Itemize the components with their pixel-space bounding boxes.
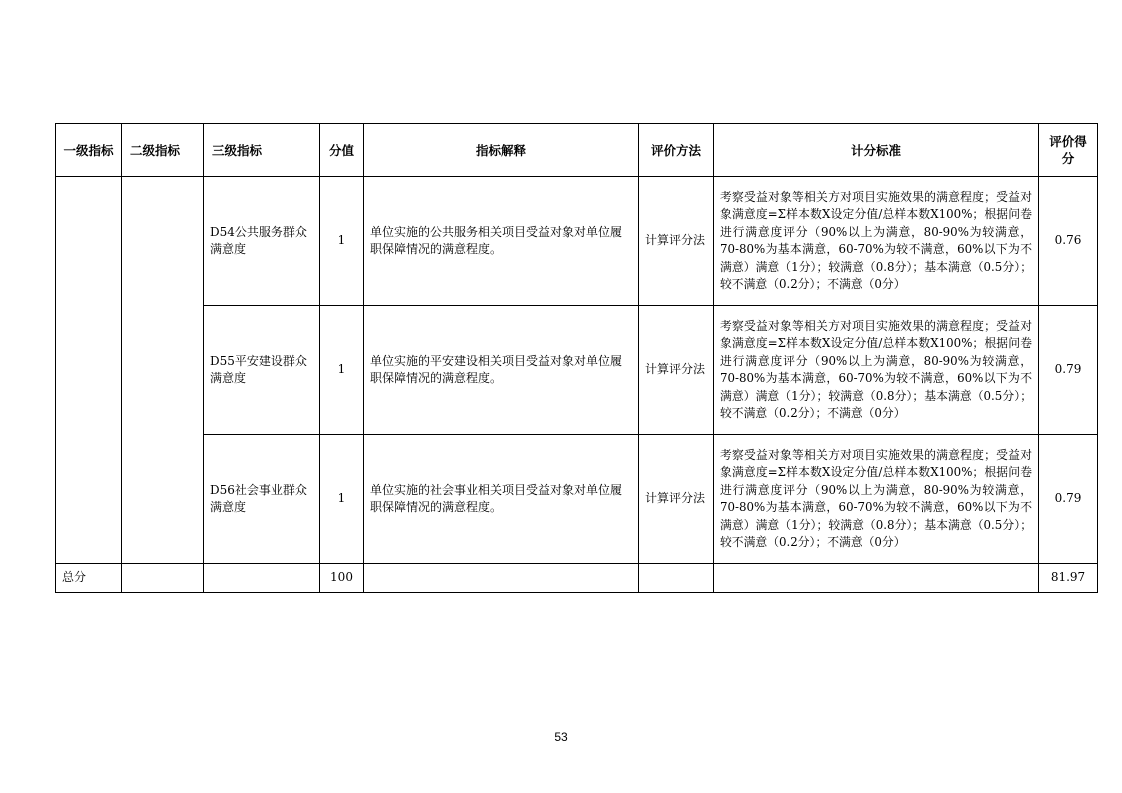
total-empty-criteria xyxy=(714,564,1039,593)
criteria-cell: 考察受益对象等相关方对项目实施效果的满意程度；受益对象满意度=Σ样本数X设定分值/总样本数X100%；根据问卷进行满意度评分（90%以上为满意，80-90%为较满意，70-80%为基本满意，60-70%为较不满意，60%以下为不满意）满意（1分）；较满意（0.8分）；基本满意（0.5分）；较不满意（0.2分）；不满意（0分） xyxy=(714,435,1039,564)
result-cell: 0.79 xyxy=(1039,306,1098,435)
total-empty-level3 xyxy=(204,564,320,593)
total-result: 81.97 xyxy=(1039,564,1098,593)
header-criteria: 计分标准 xyxy=(714,124,1039,177)
criteria-cell: 考察受益对象等相关方对项目实施效果的满意程度；受益对象满意度=Σ样本数X设定分值/总样本数X100%；根据问卷进行满意度评分（90%以上为满意，80-90%为较满意，70-80%为基本满意，60-70%为较不满意，60%以下为不满意）满意（1分）；较满意（0.8分）；基本满意（0.5分）；较不满意（0.2分）；不满意（0分） xyxy=(714,306,1039,435)
level2-cell xyxy=(122,177,204,564)
header-method: 评价方法 xyxy=(639,124,714,177)
method-cell: 计算评分法 xyxy=(639,306,714,435)
explanation-cell: 单位实施的社会事业相关项目受益对象对单位履职保障情况的满意程度。 xyxy=(364,435,639,564)
header-level1: 一级指标 xyxy=(56,124,122,177)
criteria-cell: 考察受益对象等相关方对项目实施效果的满意程度；受益对象满意度=Σ样本数X设定分值/总样本数X100%；根据问卷进行满意度评分（90%以上为满意，80-90%为较满意，70-80%为基本满意，60-70%为较不满意，60%以下为不满意）满意（1分）；较满意（0.8分）；基本满意（0.5分）；较不满意（0.2分）；不满意（0分） xyxy=(714,177,1039,306)
table-row xyxy=(56,306,1098,435)
result-cell: 0.79 xyxy=(1039,435,1098,564)
total-empty-method xyxy=(639,564,714,593)
total-empty-level2 xyxy=(122,564,204,593)
explanation-cell: 单位实施的公共服务相关项目受益对象对单位履职保障情况的满意程度。 xyxy=(364,177,639,306)
method-cell: 计算评分法 xyxy=(639,435,714,564)
score-cell: 1 xyxy=(320,306,364,435)
level3-cell: D54公共服务群众满意度 xyxy=(204,177,320,306)
level3-cell: D56社会事业群众满意度 xyxy=(204,435,320,564)
method-cell: 计算评分法 xyxy=(639,177,714,306)
table-row xyxy=(56,177,1098,306)
evaluation-table xyxy=(55,123,1098,593)
score-cell: 1 xyxy=(320,435,364,564)
header-level2: 二级指标 xyxy=(122,124,204,177)
score-cell: 1 xyxy=(320,177,364,306)
total-score: 100 xyxy=(320,564,364,593)
header-result: 评价得分 xyxy=(1039,124,1098,177)
header-level3: 三级指标 xyxy=(204,124,320,177)
table-row xyxy=(56,435,1098,564)
header-score: 分值 xyxy=(320,124,364,177)
header-explanation: 指标解释 xyxy=(364,124,639,177)
page-number: 53 xyxy=(554,730,568,744)
level1-cell xyxy=(56,177,122,564)
explanation-cell: 单位实施的平安建设相关项目受益对象对单位履职保障情况的满意程度。 xyxy=(364,306,639,435)
total-row xyxy=(56,564,1098,593)
header-row xyxy=(56,124,1098,177)
level3-cell: D55平安建设群众满意度 xyxy=(204,306,320,435)
result-cell: 0.76 xyxy=(1039,177,1098,306)
total-empty-explanation xyxy=(364,564,639,593)
total-label: 总分 xyxy=(56,564,122,593)
